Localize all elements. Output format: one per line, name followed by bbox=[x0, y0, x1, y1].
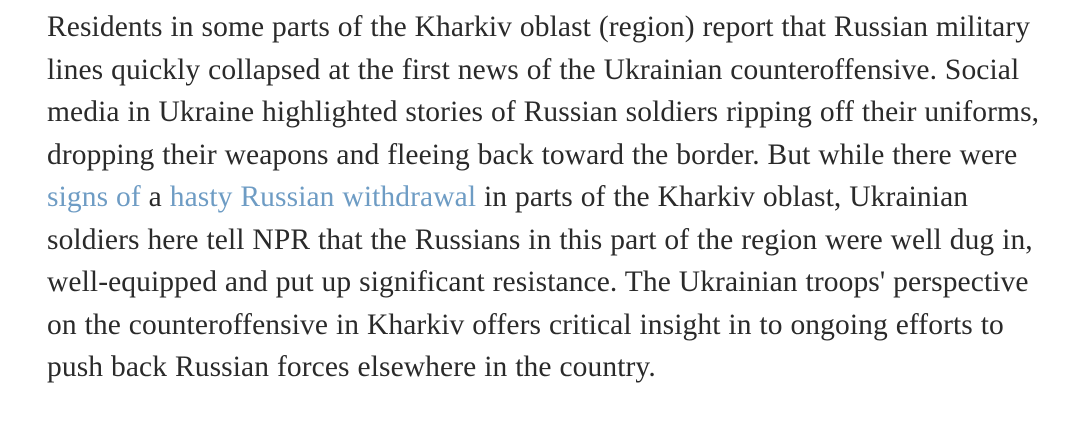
paragraph-text-segment-1: Residents in some parts of the Kharkiv oblast (region) report that Russian military lines quickly collapsed at the first news of the Ukrainian counteroffensive. Social media in Ukraine highlighted stories of Russian soldiers ripping off their uniforms, dropping their weapons and fleeing back toward the border. But while there were bbox=[47, 11, 1040, 171]
paragraph-text-segment-2: a bbox=[140, 181, 170, 213]
link-hasty-russian-withdrawal[interactable]: hasty Russian withdrawal bbox=[169, 181, 477, 213]
article-paragraph bbox=[47, 6, 1050, 389]
link-signs-of[interactable]: signs of bbox=[47, 181, 141, 213]
paragraph-text-segment-3: in parts of the Kharkiv oblast, Ukrainian soldiers here tell NPR that the Russians in this part of the region were well dug in, well-equipped and put up significant resistance. The Ukrainian troops' perspective on the counteroffensive in Kharkiv offers critical insight in to ongoing efforts to push back Russian forces elsewhere in the country. bbox=[47, 181, 1033, 383]
